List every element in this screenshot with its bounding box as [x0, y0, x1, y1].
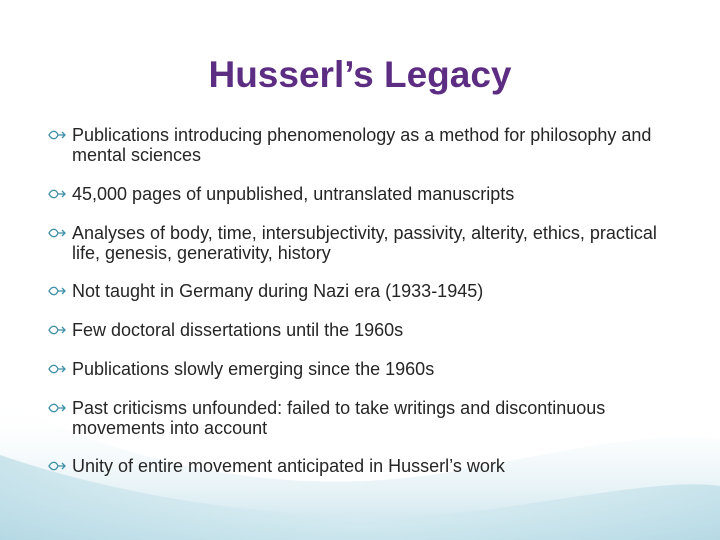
ornate-arrow-bullet-icon	[48, 227, 66, 239]
ornate-arrow-bullet-icon	[48, 460, 66, 472]
bullet-text: Unity of entire movement anticipated in Husserl’s work	[72, 456, 505, 476]
bullet-text: Past criticisms unfounded: failed to take writings and discontinuous movements into account	[72, 398, 606, 438]
bullet-text: Few doctoral dissertations until the 1960s	[72, 320, 404, 340]
bullet-item	[48, 456, 688, 476]
bullet-text: Analyses of body, time, intersubjectivity, passivity, alterity, ethics, practical life, genesis, generativity, history	[72, 223, 657, 263]
ornate-arrow-bullet-icon	[48, 324, 66, 336]
bullet-item	[48, 320, 688, 340]
bullet-text: Publications slowly emerging since the 1960s	[72, 359, 435, 379]
ornate-arrow-bullet-icon	[48, 188, 66, 200]
bullet-item	[48, 125, 688, 165]
ornate-arrow-bullet-icon	[48, 402, 66, 414]
slide-title: Husserl’s Legacy	[208, 54, 512, 95]
bullet-item	[48, 359, 688, 379]
ornate-arrow-bullet-icon	[48, 363, 66, 375]
bullet-item	[48, 223, 688, 263]
bullet-text: Publications introducing phenomenology as a method for philosophy and mental sciences	[72, 125, 652, 165]
ornate-arrow-bullet-icon	[48, 285, 66, 297]
bullet-item	[48, 398, 688, 438]
bullet-item	[48, 281, 688, 301]
ornate-arrow-bullet-icon	[48, 129, 66, 141]
bullet-text: 45,000 pages of unpublished, untranslated manuscripts	[72, 184, 515, 204]
bullet-item	[48, 184, 688, 204]
bullet-text: Not taught in Germany during Nazi era (1933-1945)	[72, 281, 484, 301]
